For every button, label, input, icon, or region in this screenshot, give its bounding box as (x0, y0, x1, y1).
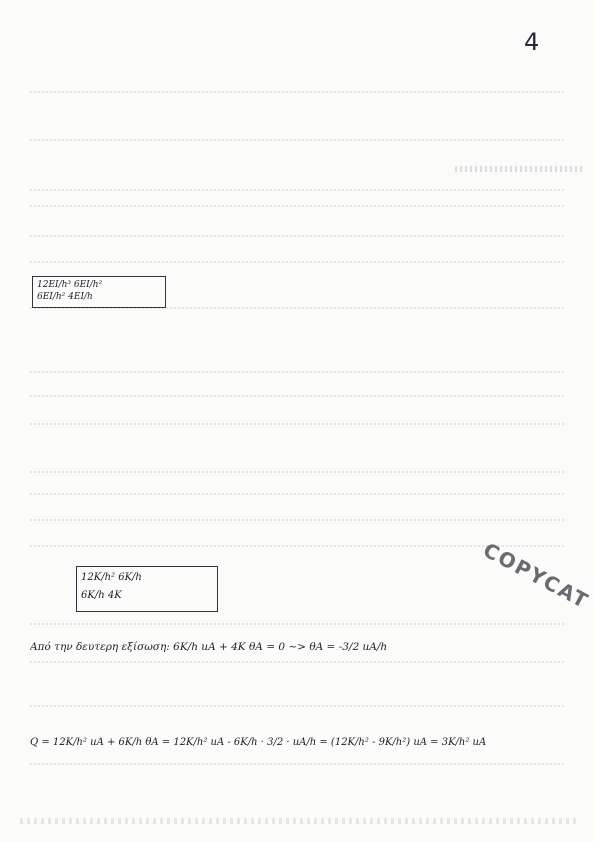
handwritten-line-15: Από την δευτερη εξίσωση: 6K/h uA + 4K θA = 0 ~> θA = -3/2 uA/h (30, 641, 388, 653)
matrix-k-22: 4K (107, 590, 122, 601)
matrix-k-11: 12K/h² (81, 572, 116, 583)
matrix-u-11: 12EI/h³ (37, 280, 72, 290)
matrix-u-21: 6EI/h² (37, 292, 66, 302)
matrix-u-22: 4EI/h (68, 292, 93, 302)
handwritten-line-17: Q = 12K/h² uA + 6K/h θA = 12K/h² uA - 6K/h · 3/2 · uA/h = (12K/h² - 9K/h²) uA = 3K/h² uA (30, 737, 487, 748)
matrix-k-21: 6K/h (81, 590, 105, 601)
matrix-k-12: 6K/h (118, 572, 142, 583)
scan-artifact (20, 818, 580, 824)
stiffness-matrix-u (32, 276, 166, 308)
scan-artifact (455, 166, 585, 172)
stiffness-matrix-k (76, 566, 218, 612)
stamp-title: COPYCAT (479, 537, 594, 614)
page-number: 4 (524, 28, 540, 56)
matrix-u-12: 6EI/h² (73, 280, 103, 290)
